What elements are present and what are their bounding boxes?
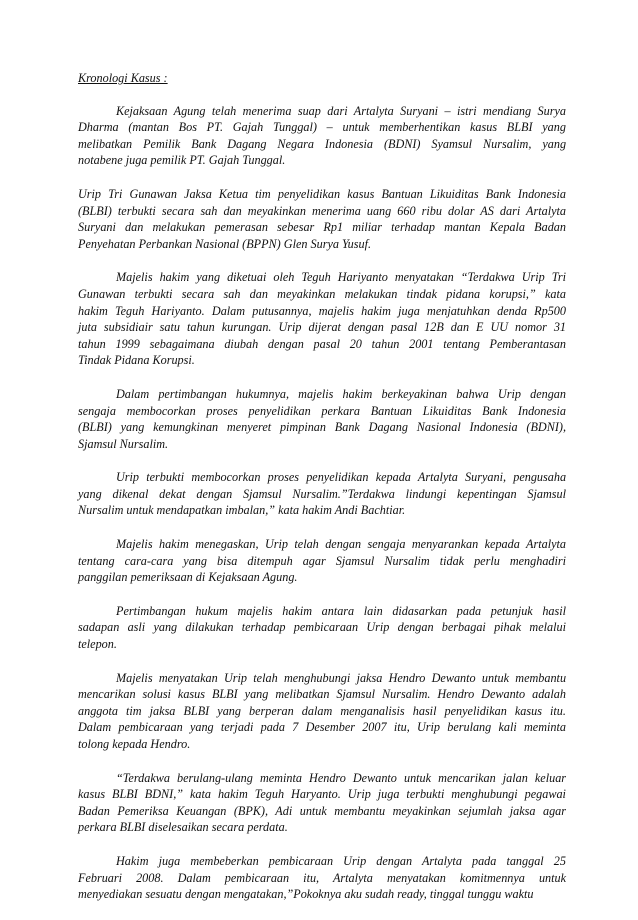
paragraph-line: panggilan pemeriksaan di Kejaksaan Agung.: [78, 570, 298, 585]
paragraph-line: melibatkan Pemilik Bank Dagang Negara Indonesia (BDNI) Syamsul Nursalim, yang: [78, 136, 567, 151]
paragraph-line: Hakim juga membeberkan pembicaraan Urip dengan Artalyta pada tanggal 25: [116, 853, 566, 868]
paragraph-line: menyediakan sesuatu dengan mengatakan,”Pokoknya aku sudah ready, tinggal tunggu waktu: [78, 887, 534, 902]
paragraph-line: anggota tim jaksa BLBI yang berperan dalam menganalisis hasil penyelidikan kasus itu.: [78, 703, 566, 718]
paragraph-line: Gunawan terbukti secara sah dan meyakinkan melakukan tindak pidana korupsi,” kata: [78, 286, 566, 301]
paragraph-line: Majelis hakim yang diketuai oleh Teguh Hariyanto menyatakan “Terdakwa Urip Tri: [116, 270, 566, 285]
paragraph-line: sengaja membocorkan proses penyelidikan perkara Bantuan Likuiditas Bank Indonesia: [78, 403, 566, 418]
paragraph-line: tolong kepada Hendro.: [78, 737, 191, 751]
paragraph-line: Nursalim untuk mendapatkan imbalan,” kata hakim Andi Bachtiar.: [78, 503, 406, 518]
paragraph: [78, 269, 566, 369]
paragraph-line: Februari 2008. Dalam pembicaraan itu, Artalyta menyatakan komitmennya untuk: [78, 870, 567, 885]
paragraph-line: Sjamsul Nursalim.: [78, 436, 169, 451]
paragraph-line: perkara BLBI diselesaikan secara perdata.: [78, 820, 288, 835]
paragraph-line: Suryani dan melakukan pemerasan sebesar Rp1 miliar terhadap mantan Kepala Badan: [78, 220, 566, 235]
paragraph: [78, 469, 566, 519]
paragraph-line: yang dikenal dekat dengan Sjamsul Nursalim.”Terdakwa lindungi kepentingan Sjamsul: [78, 486, 566, 501]
paragraph-line: Penyehatan Perbankan Nasional (BPPN) Glen Surya Yusuf.: [78, 236, 372, 251]
section-heading: Kronologi Kasus :: [78, 71, 168, 85]
paragraph-line: notabene juga pemilik PT. Gajah Tunggal.: [78, 153, 286, 168]
paragraph-line: Badan Pemeriksa Keuangan (BPK), Adi untuk membantu meyakinkan sejumlah jaksa agar: [78, 803, 567, 818]
paragraph-line: hakim Teguh Hariyanto. Dalam putusannya, majelis hakim juga menjatuhkan denda Rp500: [78, 303, 566, 318]
paragraph-line: Urip terbukti membocorkan proses penyelidikan kepada Artalyta Suryani, pengusaha: [116, 470, 567, 485]
paragraph: [78, 386, 566, 452]
paragraph-line: juta subsidiair satu tahun kurungan. Urip dijerat dengan pasal 12B dan E UU nomor 31: [78, 320, 567, 335]
paragraph: [78, 186, 566, 252]
paragraph: [78, 853, 566, 903]
paragraph: [78, 103, 566, 169]
paragraph-line: (BLBI) yang kemungkinan menyeret pimpinan Bank Dagang Nasional Indonesia (BDNI),: [78, 420, 567, 435]
paragraph: [78, 603, 566, 653]
paragraph-line: Pertimbangan hukum majelis hakim antara lain didasarkan pada petunjuk hasil: [116, 603, 567, 618]
paragraph-line: Majelis menyatakan Urip telah menghubungi jaksa Hendro Dewanto untuk membantu: [116, 670, 567, 685]
paragraph-line: kasus BLBI BDNI,” kata hakim Teguh Haryanto. Urip juga terbukti menghubungi pegawai: [78, 787, 566, 802]
paragraph-line: (BLBI) terbukti secara sah dan meyakinkan menerima uang 660 ribu dolar AS dari Artalyta: [78, 203, 567, 218]
paragraph-line: telepon.: [78, 637, 117, 652]
paragraph-list: [78, 103, 566, 903]
paragraph-line: tentang cara-cara yang bisa ditempuh agar Sjamsul Nursalim tidak perlu menghadiri: [78, 553, 567, 568]
paragraph-line: “Terdakwa berulang-ulang meminta Hendro Dewanto untuk mencarikan jalan keluar: [116, 770, 567, 785]
paragraph-line: tahun 1999 sebagaimana diubah dengan pasal 20 tahun 2001 tentang Pemberantasan: [78, 336, 567, 351]
paragraph-line: Kejaksaan Agung telah menerima suap dari Artalyta Suryani – istri mendiang Surya: [116, 103, 566, 118]
paragraph: [78, 770, 566, 836]
paragraph-line: Dharma (mantan Bos PT. Gajah Tunggal) – untuk memberhentikan kasus BLBI yang: [78, 120, 566, 135]
paragraph-line: mencarikan solusi kasus BLBI yang melibatkan Sjamsul Nursalim. Hendro Dewanto adalah: [78, 687, 566, 702]
paragraph-line: Urip Tri Gunawan Jaksa Ketua tim penyelidikan kasus Bantuan Likuiditas Bank Indonesia: [78, 186, 566, 201]
paragraph-line: sadapan asli yang dilakukan terhadap pembicaraan Urip dengan berbagai pihak melalui: [78, 620, 566, 635]
paragraph: [78, 670, 566, 753]
paragraph-line: Tindak Pidana Korupsi.: [78, 353, 195, 368]
document-page: [78, 70, 566, 920]
paragraph-line: Dalam pembicaraan yang terjadi pada 7 Desember 2007 itu, Urip berulang kali meminta: [78, 720, 566, 735]
paragraph: [78, 536, 566, 586]
paragraph-line: Majelis hakim menegaskan, Urip telah dengan sengaja menyarankan kepada Artalyta: [116, 537, 566, 552]
paragraph-line: Dalam pertimbangan hukumnya, majelis hakim berkeyakinan bahwa Urip dengan: [116, 386, 566, 401]
